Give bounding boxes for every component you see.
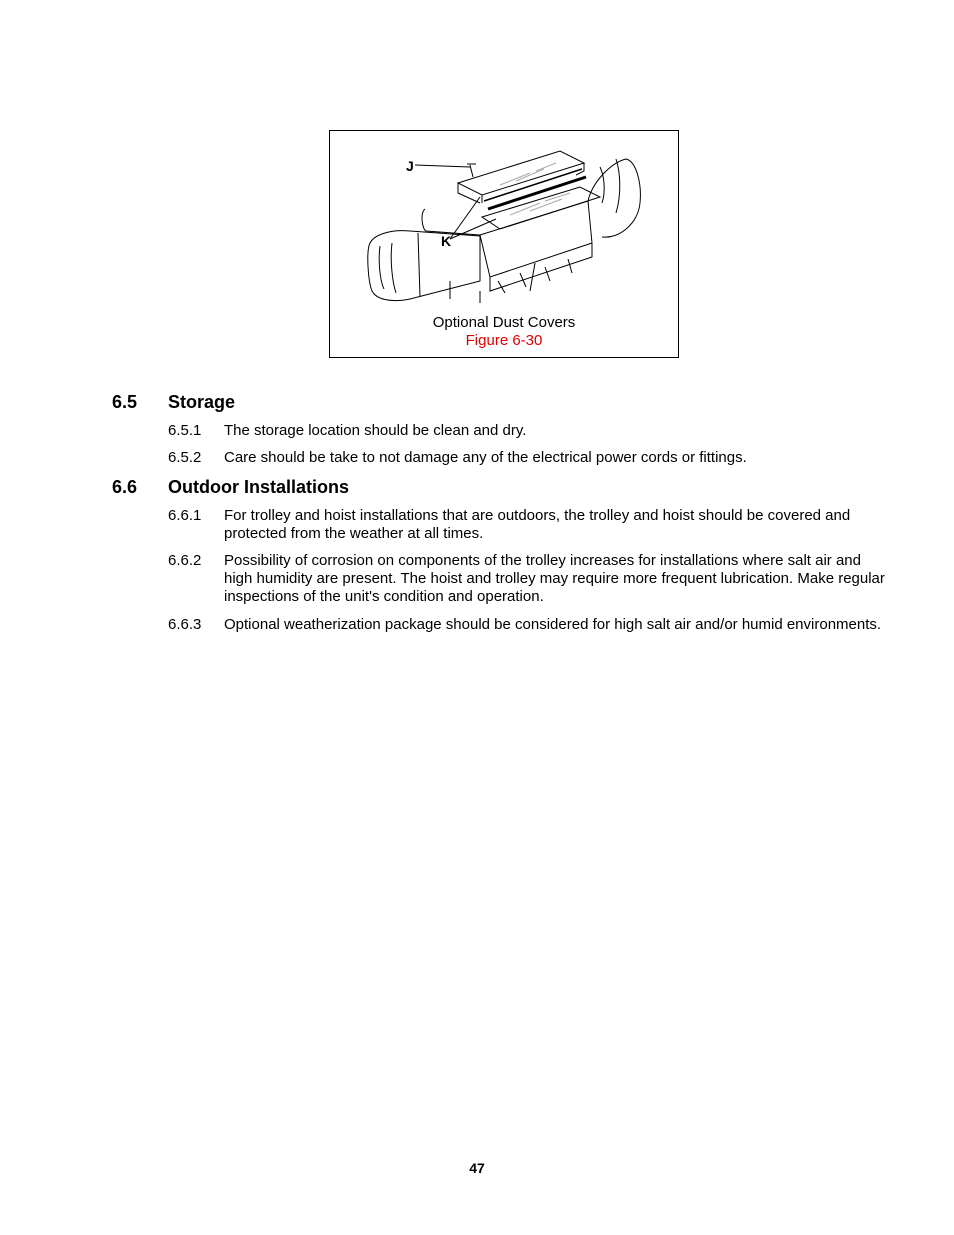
section-number: 6.5	[112, 392, 138, 412]
list-item	[168, 552, 888, 606]
section-title: Outdoor Installations	[168, 477, 350, 497]
callout-j: J	[406, 158, 414, 174]
item-number: 6.5.2	[168, 449, 202, 466]
item-number: 6.6.1	[168, 507, 202, 524]
list-item	[168, 616, 888, 634]
figure-dust-covers	[329, 130, 679, 358]
item-number: 6.6.3	[168, 616, 202, 633]
item-text: Care should be take to not damage any of the electrical power cords or fittings.	[224, 449, 747, 466]
item-text: For trolley and hoist installations that are outdoors, the trolley and hoist should be covered and protected from the weather at all times.	[224, 507, 851, 542]
section-number: 6.6	[112, 477, 138, 497]
list-item	[168, 507, 888, 543]
section-heading-storage	[112, 392, 235, 413]
list-item	[168, 449, 888, 467]
figure-caption: Optional Dust Covers	[432, 314, 576, 331]
item-number: 6.6.2	[168, 552, 202, 569]
item-text: Possibility of corrosion on components of the trolley increases for installations where salt air and high humidity are present. The hoist and trolley may require more frequent lubrication. Make regular inspections of the unit's condition and operation.	[224, 552, 885, 605]
section-title: Storage	[168, 392, 236, 412]
page-number: 47	[469, 1160, 485, 1176]
item-number: 6.5.1	[168, 422, 202, 439]
callout-k: K	[441, 233, 452, 249]
section-heading-outdoor-installations	[112, 477, 349, 498]
item-text: Optional weatherization package should be considered for high salt air and/or humid environments.	[224, 616, 882, 633]
item-text: The storage location should be clean and dry.	[224, 422, 527, 439]
list-item	[168, 422, 888, 440]
figure-number: Figure 6-30	[465, 332, 543, 349]
